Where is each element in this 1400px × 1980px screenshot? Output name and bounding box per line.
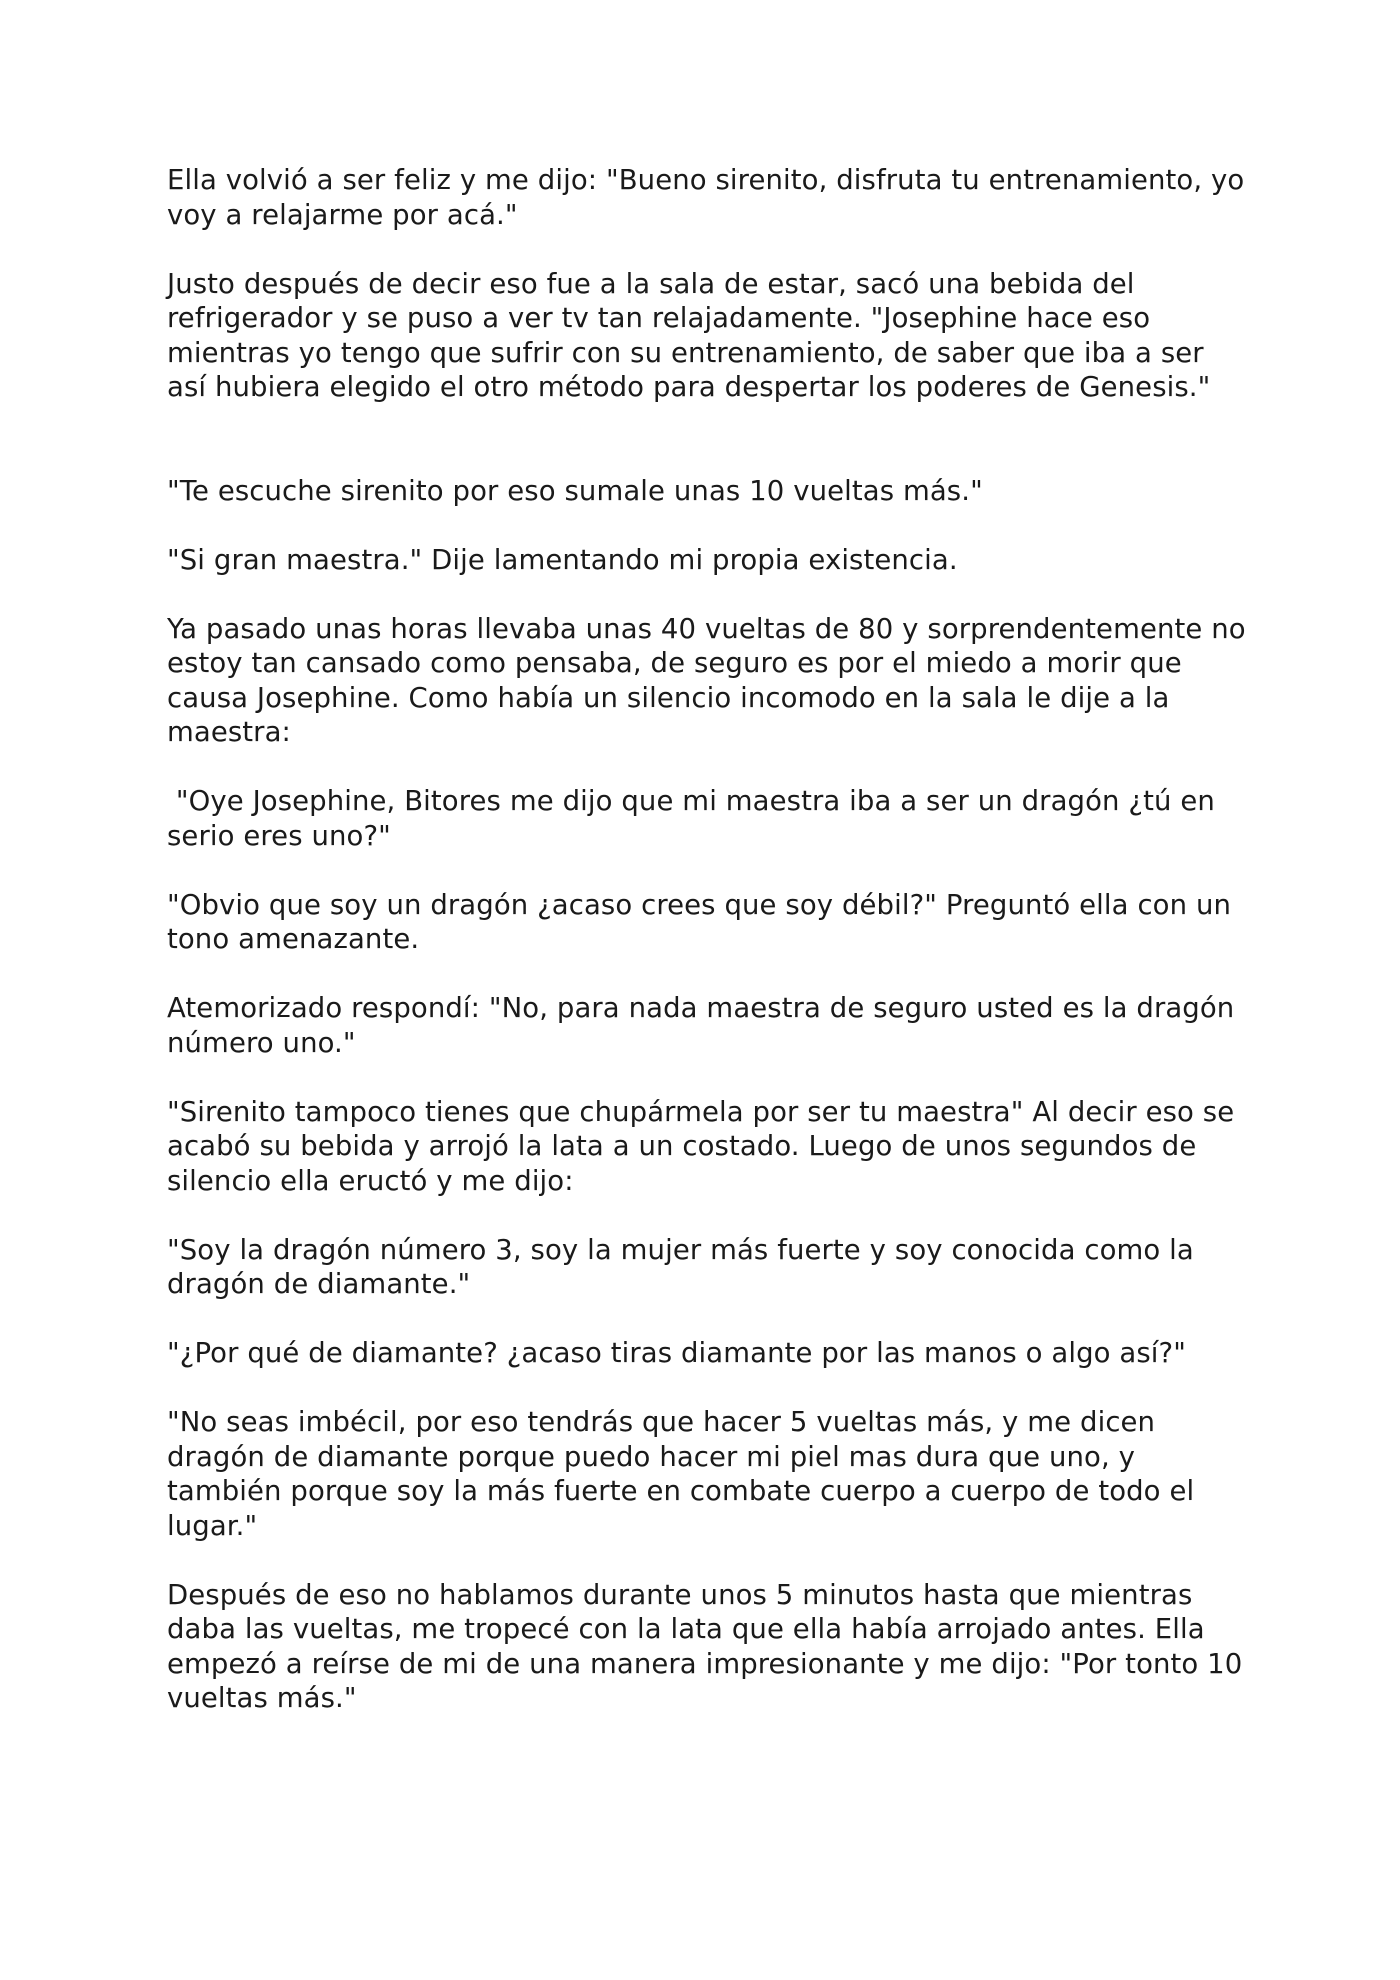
paragraph-11: "¿Por qué de diamante? ¿acaso tiras diamante por las manos o algo así?"	[167, 1337, 1186, 1369]
paragraph-10: "Soy la dragón número 3, soy la mujer más fuerte y soy conocida como la dragón de diamante."	[167, 1233, 1203, 1300]
paragraph-12: "No seas imbécil, por eso tendrás que hacer 5 vueltas más, y me dicen dragón de diamante porque puedo hacer mi piel mas dura que uno, y también porque soy la más fuerte en combate cuerpo a cuerpo de todo el lugar."	[167, 1406, 1204, 1542]
paragraph-8: Atemorizado respondí: "No, para nada maestra de seguro usted es la dragón número uno."	[167, 992, 1244, 1059]
document-page	[167, 163, 1255, 1750]
paragraph-13: Después de eso no hablamos durante unos 5 minutos hasta que mientras daba las vueltas, me tropecé con la lata que ella había arrojado antes. Ella empezó a reírse de mi de una manera impresionante y me dijo: "Por tonto 10 vueltas más."	[167, 1578, 1252, 1714]
paragraph-6: "Oye Josephine, Bitores me dijo que mi maestra iba a ser un dragón ¿tú en serio eres uno?"	[167, 785, 1224, 852]
paragraph-7: "Obvio que soy un dragón ¿acaso crees que soy débil?" Preguntó ella con un tono amenazante.	[167, 888, 1240, 955]
paragraph-4: "Si gran maestra." Dije lamentando mi propia existencia.	[167, 543, 958, 576]
paragraph-9: "Sirenito tampoco tienes que chupármela por ser tu maestra" Al decir eso se acabó su bebida y arrojó la lata a un costado. Luego de unos segundos de silencio ella eructó y me dijo:	[167, 1095, 1244, 1197]
paragraph-2: Justo después de decir eso fue a la sala de estar, sacó una bebida del refrigerador y se puso a ver tv tan relajadamente. "Josephine hace eso mientras yo tengo que sufrir con su entrenamiento, de saber que iba a ser así hubiera elegido el otro método para despertar los poderes de Genesis."	[167, 267, 1213, 403]
paragraph-5: Ya pasado unas horas llevaba unas 40 vueltas de 80 y sorprendentemente no estoy tan cansado como pensaba, de seguro es por el miedo a morir que causa Josephine. Como había un silencio incomodo en la sala le dije a la maestra:	[167, 612, 1255, 748]
paragraph-3: "Te escuche sirenito por eso sumale unas 10 vueltas más."	[167, 474, 983, 507]
paragraph-1: Ella volvió a ser feliz y me dijo: "Bueno sirenito, disfruta tu entrenamiento, yo voy a relajarme por acá."	[167, 164, 1254, 231]
